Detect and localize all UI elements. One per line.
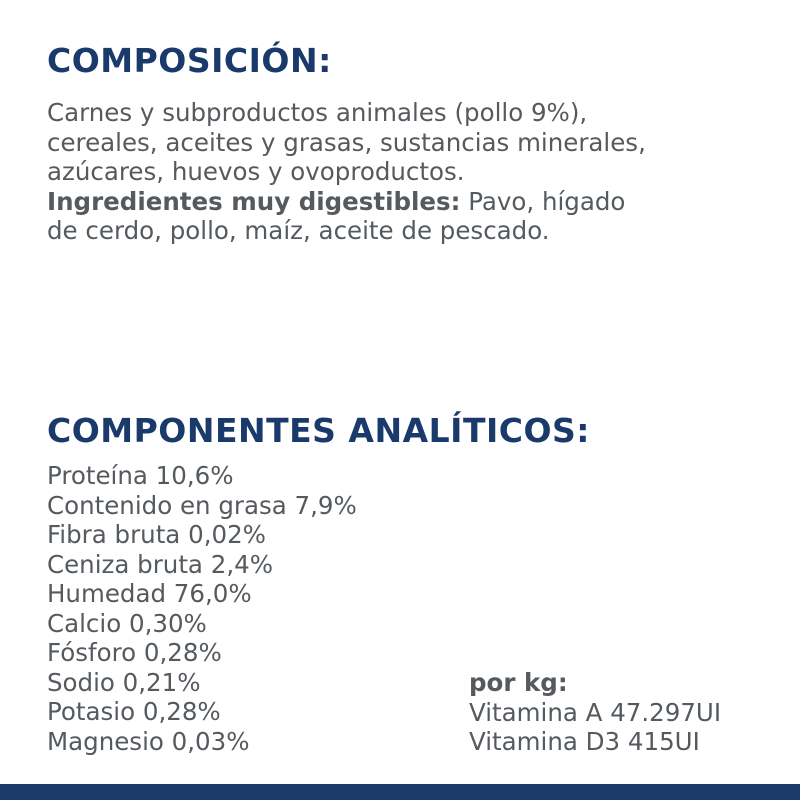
analytical-item-ash: Ceniza bruta 2,4% <box>47 549 273 579</box>
vitamin-d3-item: Vitamina D3 415UI <box>469 727 700 756</box>
analytical-item-magnesium: Magnesio 0,03% <box>47 726 250 756</box>
analytical-item-moisture: Humedad 76,0% <box>47 579 252 608</box>
analytical-components-heading: COMPONENTES ANALÍTICOS: <box>47 411 590 450</box>
per-kg-label: por kg: <box>469 668 568 697</box>
composition-heading: COMPOSICIÓN: <box>47 41 332 80</box>
analytical-item-fiber: Fibra bruta 0,02% <box>47 520 266 549</box>
analytical-item-sodium: Sodio 0,21% <box>47 667 201 697</box>
per-kg-block <box>469 668 721 757</box>
composition-line-2: cereales, aceites y grasas, sustancias minerales, <box>47 127 646 157</box>
analytical-item-protein: Proteína 10,6% <box>47 461 234 490</box>
footer-bar <box>0 784 800 800</box>
digestible-ingredients-text-2: de cerdo, pollo, maíz, aceite de pescado. <box>47 216 550 245</box>
analytical-item-fat: Contenido en grasa 7,9% <box>47 490 357 520</box>
analytical-item-potassium: Potasio 0,28% <box>47 697 221 726</box>
digestible-ingredients-text-1: Pavo, hígado <box>460 186 626 216</box>
composition-line-3: azúcares, huevos y ovoproductos. <box>47 157 465 186</box>
analytical-item-phosphorus: Fósforo 0,28% <box>47 638 222 667</box>
analytical-item-calcium: Calcio 0,30% <box>47 608 207 638</box>
composition-line-1: Carnes y subproductos animales (pollo 9%), <box>47 98 588 127</box>
composition-paragraph <box>47 98 767 246</box>
digestible-ingredients-label: Ingredientes muy digestibles: <box>47 186 461 216</box>
analytical-components-list <box>47 461 357 756</box>
vitamin-a-item: Vitamina A 47.297UI <box>469 697 722 727</box>
